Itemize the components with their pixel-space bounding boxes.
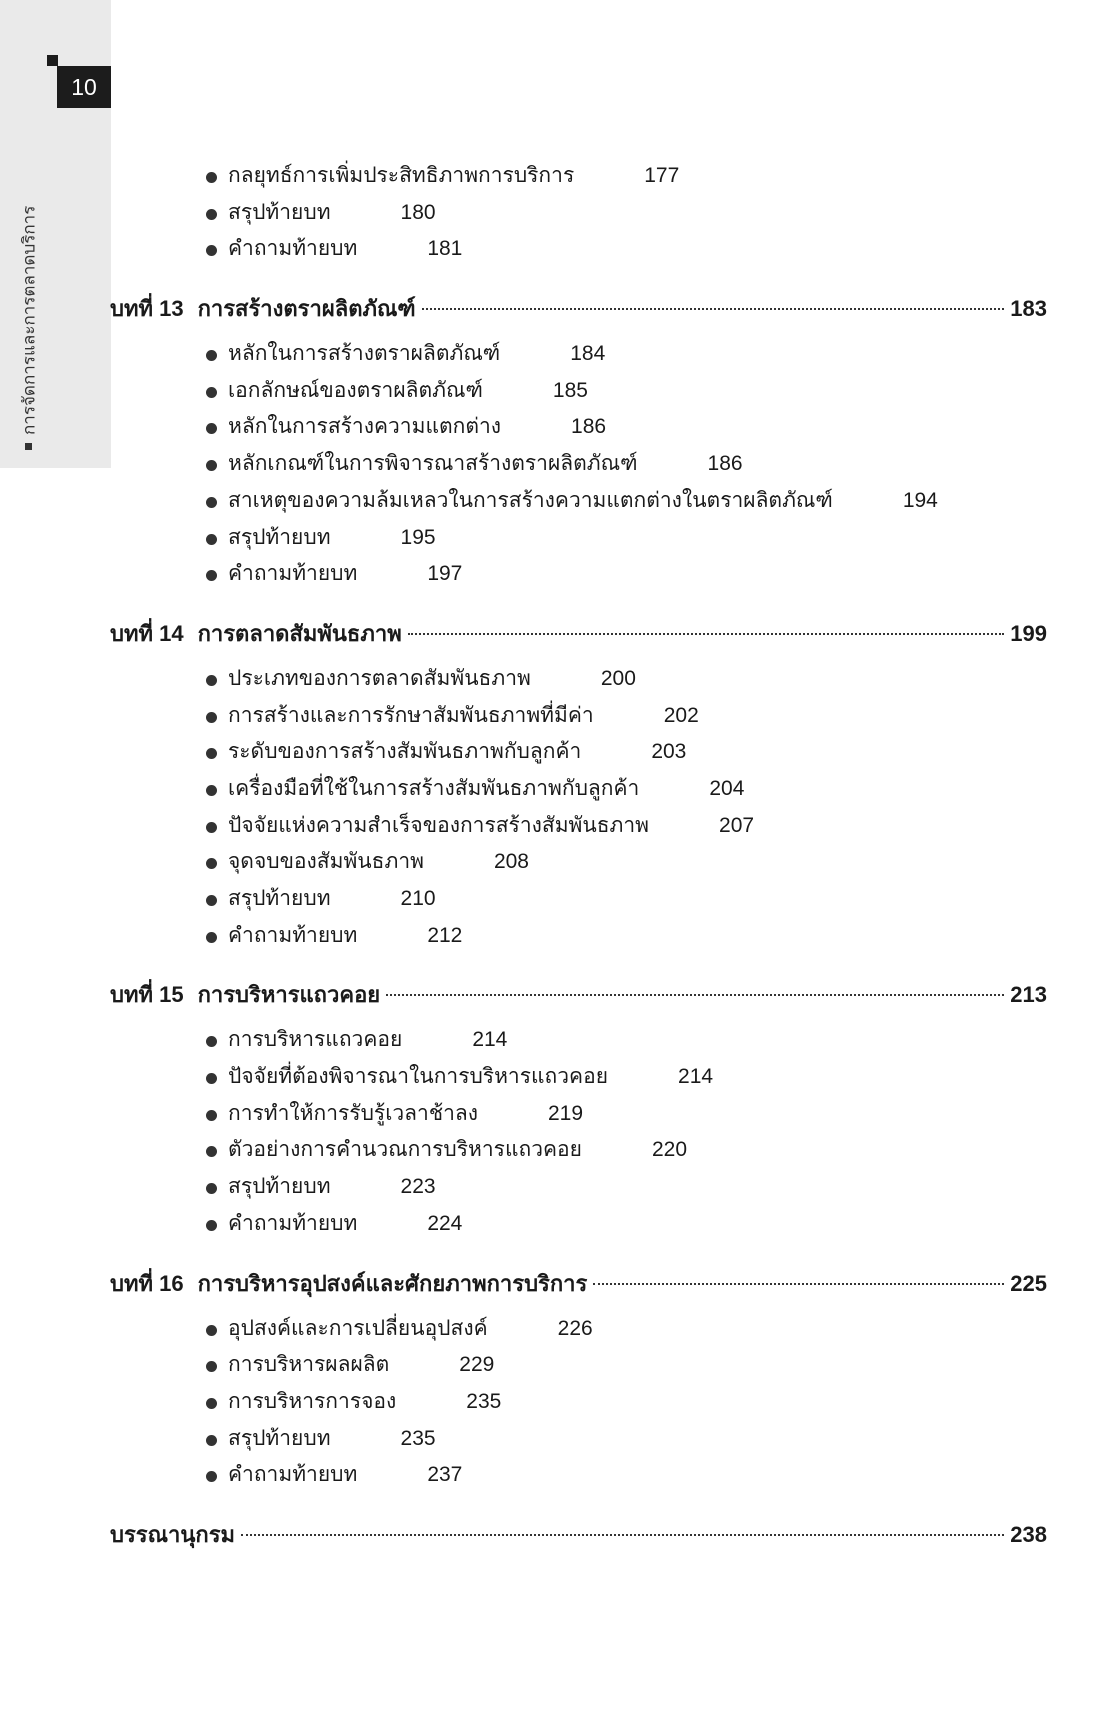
bullet-icon	[206, 1220, 217, 1231]
item-label: การทำให้การรับรู้เวลาช้าลง	[228, 1101, 478, 1125]
item-label: จุดจบของสัมพันธภาพ	[228, 850, 424, 874]
toc-item	[110, 520, 1047, 557]
item-page: 214	[472, 1028, 508, 1052]
item-label: การบริหารผลผลิต	[228, 1353, 390, 1377]
dot-leader	[241, 1534, 1004, 1536]
bullet-icon	[206, 1183, 217, 1194]
toc-item	[110, 195, 1047, 232]
toc-item	[110, 1206, 1047, 1243]
item-label: หลักเกณฑ์ในการพิจารณาสร้างตราผลิตภัณฑ์	[228, 452, 638, 476]
bullet-icon	[206, 423, 217, 434]
item-label: การบริหารแถวคอย	[228, 1028, 403, 1052]
item-page: 186	[571, 415, 607, 439]
toc-item	[110, 1384, 1047, 1421]
bullet-icon	[206, 1398, 217, 1409]
item-label: อุปสงค์และการเปลี่ยนอุปสงค์	[228, 1316, 488, 1340]
bullet-icon	[206, 1325, 217, 1336]
chapter-page: 183	[1010, 296, 1047, 322]
bullet-icon	[206, 1146, 217, 1157]
toc-item	[110, 1059, 1047, 1096]
toc-item	[110, 1457, 1047, 1494]
running-head-text: การจัดการและการตลาดบริการ	[19, 205, 39, 435]
item-page: 185	[552, 378, 588, 402]
item-label: ปัจจัยแห่งความสำเร็จของการสร้างสัมพันธภาพ	[228, 813, 650, 837]
dot-leader	[593, 1283, 1004, 1285]
item-label: คำถามท้ายบท	[228, 1463, 358, 1487]
item-label: คำถามท้ายบท	[228, 237, 358, 261]
chapter-title: การตลาดสัมพันธภาพ	[197, 620, 402, 646]
item-label: สรุปท้ายบท	[228, 887, 331, 910]
bullet-icon	[206, 822, 217, 833]
bullet-icon	[206, 1073, 217, 1084]
item-label: สรุปท้ายบท	[228, 200, 331, 224]
toc-item	[110, 556, 1047, 593]
item-label: การบริหารการจอง	[228, 1389, 397, 1413]
toc-item	[110, 698, 1047, 735]
bullet-icon	[206, 748, 217, 759]
toc-item	[110, 336, 1047, 373]
item-page: 181	[427, 237, 463, 261]
bullet-icon	[206, 1435, 217, 1446]
item-page: 194	[902, 488, 938, 512]
item-label: ระดับของการสร้างสัมพันธภาพกับลูกค้า	[228, 740, 582, 764]
toc-item	[110, 1132, 1047, 1169]
toc-item	[110, 1421, 1047, 1458]
bullet-icon	[206, 712, 217, 723]
chapter-page: 199	[1010, 620, 1047, 646]
item-page: 204	[709, 776, 745, 800]
item-page: 202	[663, 703, 699, 727]
bullet-icon	[206, 675, 217, 686]
item-label: ปัจจัยที่ต้องพิจารณาในการบริหารแถวคอย	[228, 1065, 609, 1089]
toc-item	[110, 808, 1047, 845]
toc-chapter	[110, 288, 1047, 330]
toc-item	[110, 409, 1047, 446]
running-head	[14, 150, 44, 450]
item-page: 237	[427, 1463, 463, 1487]
table-of-contents	[110, 158, 1047, 1562]
chapter-title: การสร้างตราผลิตภัณฑ์	[197, 296, 416, 322]
chapter-title: การบริหารอุปสงค์และศักยภาพการบริการ	[197, 1270, 588, 1296]
toc-item	[110, 446, 1047, 483]
item-label: การสร้างและการรักษาสัมพันธภาพที่มีค่า	[228, 703, 594, 727]
item-label: กลยุทธ์การเพิ่มประสิทธิภาพการบริการ	[228, 164, 575, 187]
toc-item	[110, 1347, 1047, 1384]
dot-leader	[422, 308, 1005, 310]
item-label: ประเภทของการตลาดสัมพันธภาพ	[228, 666, 531, 690]
square-bullet-icon	[26, 443, 33, 450]
toc-item	[110, 1022, 1047, 1059]
item-page: 235	[466, 1389, 502, 1413]
toc-item	[110, 734, 1047, 771]
item-label: ตัวอย่างการคำนวณการบริหารแถวคอย	[228, 1138, 582, 1162]
item-page: 219	[548, 1101, 584, 1125]
item-label: สรุปท้ายบท	[228, 1426, 331, 1450]
toc-item	[110, 483, 1047, 520]
bullet-icon	[206, 858, 217, 869]
item-page: 207	[719, 813, 755, 837]
bullet-icon	[206, 387, 217, 398]
bullet-icon	[206, 932, 217, 943]
bullet-icon	[206, 209, 217, 220]
bullet-icon	[206, 1471, 217, 1482]
corner-mark	[47, 55, 58, 66]
toc-item	[110, 1096, 1047, 1133]
chapter-number: บทที่ 13	[110, 296, 184, 322]
toc-item	[110, 661, 1047, 698]
chapter-number: บทที่ 14	[110, 620, 184, 646]
chapter-page: 225	[1010, 1270, 1047, 1296]
item-page: 177	[644, 164, 680, 187]
page-number: 10	[57, 66, 111, 108]
toc-chapter	[110, 974, 1047, 1016]
item-label: คำถามท้ายบท	[228, 923, 358, 947]
chapter-number: บทที่ 16	[110, 1270, 184, 1296]
item-label: คำถามท้ายบท	[228, 1211, 358, 1235]
toc-item	[110, 231, 1047, 268]
toc-item	[110, 158, 1047, 195]
bullet-icon	[206, 1361, 217, 1372]
toc-item	[110, 844, 1047, 881]
item-page: 203	[651, 740, 687, 764]
bullet-icon	[206, 785, 217, 796]
item-label: เครื่องมือที่ใช้ในการสร้างสัมพันธภาพกับลูกค้า	[228, 776, 640, 800]
item-page: 226	[557, 1316, 593, 1340]
bullet-icon	[206, 895, 217, 906]
toc-item	[110, 373, 1047, 410]
item-page: 229	[459, 1353, 495, 1377]
item-page: 224	[427, 1211, 463, 1235]
toc-item	[110, 771, 1047, 808]
item-label: หลักในการสร้างความแตกต่าง	[228, 415, 502, 439]
chapter-page: 238	[1010, 1521, 1047, 1547]
item-page: 210	[400, 887, 436, 910]
item-page: 208	[493, 850, 529, 874]
chapter-title: บรรณานุกรม	[110, 1521, 236, 1547]
item-label: หลักในการสร้างตราผลิตภัณฑ์	[228, 342, 501, 366]
item-page: 235	[400, 1426, 436, 1450]
item-page: 212	[427, 923, 463, 947]
item-label: สาเหตุของความล้มเหลวในการสร้างความแตกต่างในตราผลิตภัณฑ์	[228, 488, 833, 512]
item-page: 220	[651, 1138, 688, 1162]
bullet-icon	[206, 1036, 217, 1047]
bullet-icon	[206, 245, 217, 256]
bullet-icon	[206, 570, 217, 581]
chapter-title: การบริหารแถวคอย	[197, 982, 381, 1008]
item-page: 197	[427, 562, 463, 586]
item-label: เอกลักษณ์ของตราผลิตภัณฑ์	[228, 378, 483, 402]
item-label: คำถามท้ายบท	[228, 562, 358, 586]
dot-leader	[386, 994, 1004, 996]
dot-leader	[408, 633, 1005, 635]
item-page: 200	[600, 666, 636, 690]
item-page: 180	[400, 200, 436, 224]
bullet-icon	[206, 534, 217, 545]
item-page: 195	[400, 525, 436, 549]
bullet-icon	[206, 172, 217, 183]
toc-item	[110, 1169, 1047, 1206]
item-page: 223	[400, 1175, 436, 1199]
chapter-page: 213	[1010, 982, 1047, 1008]
toc-chapter	[110, 613, 1047, 655]
bullet-icon	[206, 1110, 217, 1121]
bullet-icon	[206, 460, 217, 471]
toc-chapter	[110, 1263, 1047, 1305]
chapter-number: บทที่ 15	[110, 982, 184, 1008]
item-page: 184	[570, 342, 606, 366]
item-page: 214	[678, 1065, 714, 1089]
item-page: 186	[707, 452, 743, 476]
toc-item	[110, 881, 1047, 918]
toc-chapter	[110, 1514, 1047, 1556]
item-label: สรุปท้ายบท	[228, 1175, 331, 1199]
toc-item	[110, 918, 1047, 955]
item-label: สรุปท้ายบท	[228, 525, 331, 549]
toc-item	[110, 1311, 1047, 1348]
bullet-icon	[206, 350, 217, 361]
bullet-icon	[206, 497, 217, 508]
